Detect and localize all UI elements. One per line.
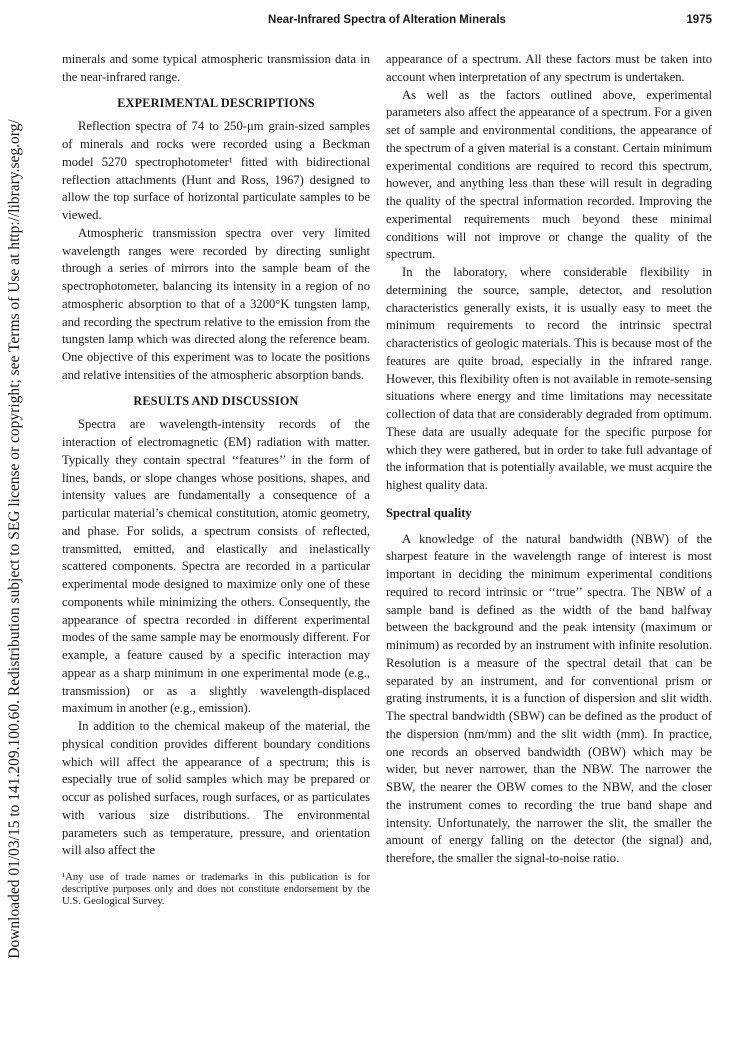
subsection-heading: Spectral quality [386, 505, 472, 520]
paragraph: Atmospheric transmission spectra over very limited wavelength ranges were recorded by directing sunlight through a series of mirrors into the sample beam of the spectrophotometer, balancing its intensity in a region of no atmospheric absorption to that of a 3200°K tungsten lamp, and recording the spectrum relative to the emission from the tungsten lamp which was directed along the reference beam. One objective of this experiment was to locate the positions and relative intensities of the atmospheric absorption bands. [62, 225, 370, 382]
paragraph: Spectra are wavelength-intensity records of the interaction of electromagnetic (EM) radiation with matter. Typically they contain spectral ‘‘features’’ in the form of lines, bands, or slope changes whose positions, shapes, and intensity values are fundamentally a consequence of a particular material’s chemical constitution, atomic geometry, and phase. For solids, a spectrum consists of reflected, transmitted, emitted, and elastically and inelastically scattered components. Spectra are recorded in a particular experimental mode designed to maximize only one of these components while minimizing the others. Consequently, the appearance of spectra recorded in different experimental modes of the same sample may be enormously different. For example, a feature caused by a specific interaction may appear as a sharp minimum in one experimental mode (e.g., transmission) or as a slightly wavelength-displaced maximum in another (e.g., emission). [62, 417, 370, 716]
paragraph: A knowledge of the natural bandwidth (NBW) of the sharpest feature in the wavelength range of interest is most important in deciding the minimum experimental conditions required to record intrinsic or ‘‘true’’ spectra. The NBW of a sample band is defined as the width of the band halfway between the background and the peak intensity (maximum or minimum) as recorded by an instrument with infinite resolution. Resolution is a measure of the spectral detail that can be separated by an instrument, and for conventional prism or grating instruments, it is a function of dispersion and slit width. The spectral bandwidth (SBW) can be defined as the product of the dispersion (nm/mm) and the slit width (mm). In practice, one records an observed bandwidth (OBW) which may be wider, but never narrower, than the NBW. The narrower the SBW, the nearer the OBW comes to the NBW, and the closer the instrument comes to recording the true band shape and intensity. Unfortunately, the narrower the slit, the smaller the amount of energy falling on the detector (the signal) and, therefore, the smaller the signal-to-noise ratio. [386, 531, 712, 865]
section-heading: RESULTS AND DISCUSSION [133, 393, 299, 408]
paragraph: In the laboratory, where considerable flexibility in determining the source, sample, detector, and resolution characteristics generally exists, it is usually easy to meet the minimum requirements to record the intrinsic spectral characteristics of geologic materials. This is because most of the features are quite broad, especially in the infrared range. However, this flexibility often is not available in remote-sensing situations where energy and time limitations may necessitate collection of data that are considerably degraded from optimum. These data are usually adequate for the specific purpose for which they were gathered, but in order to take full advantage of the information that is potentially available, we must acquire the highest quality data. [386, 265, 712, 492]
download-notice: Downloaded 01/03/15 to 141.209.100.60. Redistribution subject to SEG license or copyright; see Terms of Use at http://library.seg.org/ [6, 119, 23, 959]
running-header [62, 14, 712, 32]
paragraph: As well as the factors outlined above, experimental parameters also affect the appearance of a spectrum. For a given set of sample and environmental conditions, the appearance of the spectrum of a given material is a constant. Certain minimum experimental conditions are required to record this spectrum, however, and anything less than these will result in degrading the quality of the spectral information recorded. Improving the experimental requirements much beyond these minimal conditions will not improve or change the quality of the spectrum. [386, 87, 712, 262]
paragraph: minerals and some typical atmospheric transmission data in the near-infrared range. [62, 52, 370, 84]
paragraph: Reflection spectra of 74 to 250-μm grain-sized samples of minerals and rocks were recorded using a Beckman model 5270 spectrophotometer¹ fitted with bidirectional reflection attachments (Hunt and Ross, 1967) designed to allow the top surface of horizontal particulate samples to be viewed. [62, 119, 370, 222]
footnote: ¹Any use of trade names or trademarks in this publication is for descriptive purposes only and does not constitute endorsement by the U.S. Geological Survey. [62, 872, 370, 907]
left-column [62, 51, 370, 908]
right-column [386, 51, 712, 868]
paragraph: In addition to the chemical makeup of the material, the physical condition provides different boundary conditions which will affect the appearance of a spectrum; this is especially true of solid samples which may be prepared or occur as polished surfaces, rough surfaces, or as particulates with various size distributions. The environmental parameters such as temperature, pressure, and orientation will also affect the [62, 719, 370, 858]
page-number: 1975 [686, 14, 712, 26]
section-heading: EXPERIMENTAL DESCRIPTIONS [117, 95, 315, 110]
paragraph: appearance of a spectrum. All these factors must be taken into account when interpretation of any spectrum is undertaken. [386, 52, 712, 84]
running-title: Near-Infrared Spectra of Alteration Minerals [268, 14, 506, 26]
